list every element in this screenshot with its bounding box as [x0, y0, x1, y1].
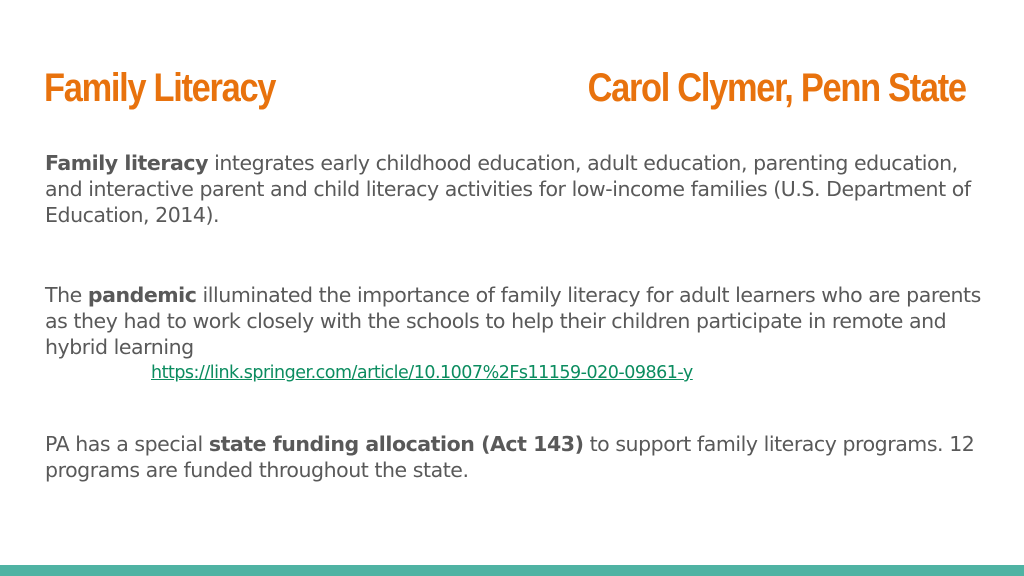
- slide-title: Family Literacy: [44, 66, 276, 110]
- paragraph-pandemic-pre: The: [45, 283, 88, 307]
- bottom-accent-bar: [0, 565, 1024, 576]
- paragraph-definition: [45, 150, 985, 228]
- paragraph-funding: [45, 431, 985, 483]
- paragraph-funding-bold: state funding allocation (Act 143): [208, 432, 584, 456]
- paragraph-definition-text: integrates early childhood education, adult education, parenting education, and interactive parent and child literacy activities for low-income families (U.S. Department of Education, 2014).: [45, 151, 971, 227]
- paragraph-funding-pre: PA has a special: [45, 432, 209, 456]
- springer-article-link[interactable]: https://link.springer.com/article/10.1007%2Fs11159-020-09861-y: [151, 363, 693, 383]
- paragraph-definition-bold: Family literacy: [45, 151, 209, 175]
- paragraph-pandemic-bold: pandemic: [87, 283, 197, 307]
- presenter-name: Carol Clymer, Penn State: [587, 66, 966, 110]
- paragraph-pandemic: [45, 282, 985, 360]
- paragraph-pandemic-text: illuminated the importance of family literacy for adult learners who are parents as they had to work closely with the schools to help their children participate in remote and hybrid learning: [45, 283, 981, 359]
- paragraph-funding-text: to support family literacy programs. 12 programs are funded throughout the state.: [45, 432, 975, 482]
